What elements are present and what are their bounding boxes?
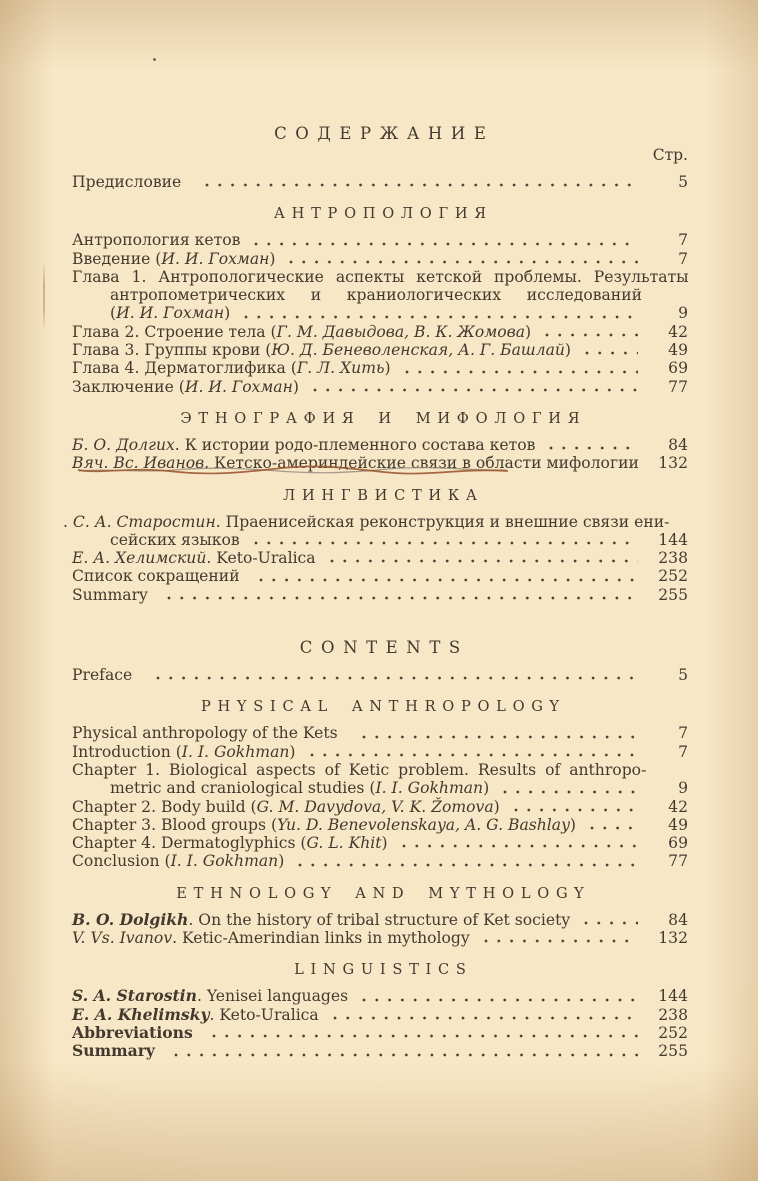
- toc-entry: [72, 1006, 688, 1024]
- dot-leader: [250, 540, 638, 546]
- table-of-contents: [63, 124, 689, 1061]
- dot-leader: [240, 314, 638, 320]
- entry-text: [72, 724, 348, 742]
- scan-fold-artifact: [43, 262, 45, 330]
- entry-text: [72, 987, 348, 1005]
- dot-leader: [398, 843, 638, 849]
- toc-entry: [63, 512, 688, 550]
- entry-text: [72, 173, 191, 191]
- dot-leader: [358, 734, 638, 740]
- page-number: 69: [668, 359, 688, 378]
- toc-entry: [72, 231, 688, 249]
- toc-entry: [72, 743, 688, 761]
- text-run: Introduction (: [72, 742, 182, 761]
- toc-entry-line: [72, 268, 688, 286]
- dot-leader: [326, 558, 638, 564]
- entry-text: [72, 231, 240, 249]
- toc-entry: [72, 549, 688, 567]
- toc-entry-line: [72, 531, 688, 549]
- entry-text: [72, 359, 391, 377]
- text-run: И. И. Гохман: [161, 249, 270, 268]
- paper-speck: [153, 58, 156, 61]
- text-run: Physical anthropology of the Kets: [72, 724, 348, 743]
- toc-entry: [72, 911, 688, 929]
- page-number: 7: [678, 724, 688, 743]
- page-number: 49: [668, 815, 688, 834]
- text-run: Summary: [72, 1041, 161, 1061]
- entry-text: [63, 513, 669, 531]
- page-number: 7: [678, 249, 688, 268]
- entry-text: [72, 911, 570, 929]
- russian-contents-block: [63, 124, 689, 604]
- text-run: ): [384, 359, 391, 378]
- dot-leader: [152, 675, 638, 681]
- toc-entry-line: [72, 1024, 688, 1042]
- dot-leader: [545, 445, 638, 451]
- toc-entry-line: [63, 513, 688, 531]
- entry-text: [110, 531, 240, 549]
- text-run: Preface: [72, 666, 143, 685]
- entry-text: [72, 761, 646, 779]
- text-run: V. Vs. Ivanov: [72, 929, 173, 948]
- toc-entry-line: [72, 798, 688, 816]
- dot-leader: [208, 1033, 638, 1039]
- text-run: С. А. Старостин: [72, 512, 216, 531]
- text-run: Chapter 4. Dermatoglyphics (: [72, 834, 307, 853]
- page-number: 144: [658, 530, 688, 549]
- page-number: 7: [678, 742, 688, 761]
- toc-entry-line: [72, 779, 688, 797]
- text-run: ): [381, 834, 388, 853]
- dot-leader: [201, 182, 638, 188]
- dot-leader: [255, 577, 638, 583]
- text-run: ): [269, 249, 276, 268]
- toc-entry-line: [72, 1042, 688, 1060]
- toc-entry-line: [72, 250, 688, 268]
- dot-leader: [329, 1015, 638, 1021]
- text-run: антропометрических: [110, 286, 286, 305]
- text-run: . Keto-Uralica: [206, 549, 316, 568]
- page-number: 84: [668, 910, 688, 929]
- toc-entry-line: [72, 1006, 688, 1024]
- entry-text: [72, 268, 689, 286]
- page-number: 5: [678, 666, 688, 685]
- text-run: И. И. Гохман: [184, 377, 293, 396]
- text-run: I. I. Gokhman: [170, 852, 279, 871]
- toc-entry: [72, 567, 688, 585]
- toc-entry-line: [72, 436, 688, 454]
- toc-entry-line: [72, 929, 688, 947]
- text-run: Chapter 3. Blood groups (: [72, 815, 278, 834]
- text-run: ): [278, 852, 285, 871]
- dot-leader: [163, 595, 638, 601]
- toc-entry-line: [72, 666, 688, 684]
- page-number: 252: [658, 1023, 688, 1042]
- contents-title-russian: СОДЕРЖАНИЕ: [274, 124, 495, 143]
- entry-text: [72, 1006, 319, 1024]
- text-run: B. O. Dolgikh: [72, 909, 189, 929]
- page-number: 238: [658, 1005, 688, 1024]
- page-number: 49: [668, 341, 688, 360]
- text-run: metric and craniological studies (: [110, 779, 376, 798]
- text-run: . Yenisei languages: [196, 987, 349, 1006]
- text-run: краниологических: [346, 286, 502, 305]
- toc-entry: [72, 250, 688, 268]
- section-heading: LINGUISTICS: [294, 961, 473, 979]
- toc-entry: [72, 436, 688, 454]
- text-run: Глава 3. Группы крови (: [72, 341, 272, 360]
- section-heading: АНТРОПОЛОГИЯ: [273, 205, 493, 223]
- toc-entry: [72, 798, 688, 816]
- text-run: Summary: [72, 585, 153, 604]
- text-run: Yu. D. Benevolenskaya, A. G. Bashlay: [277, 815, 570, 834]
- text-run: Введение (: [72, 249, 162, 268]
- page-number: 77: [668, 377, 688, 396]
- entry-text: [72, 436, 535, 454]
- text-run: . Keto-Uralica: [209, 1005, 319, 1024]
- toc-entry-line: [72, 378, 688, 396]
- toc-entry-line: [72, 567, 688, 585]
- toc-entry-line: [72, 724, 688, 742]
- text-run: Вяч. Вс. Иванов: [72, 454, 205, 473]
- english-contents-block: [72, 638, 688, 1060]
- entry-text: [72, 798, 500, 816]
- dot-leader: [294, 862, 638, 868]
- entry-text: [72, 378, 299, 396]
- entry-text: [72, 549, 316, 567]
- text-run: (: [110, 304, 117, 323]
- section-heading: ЛИНГВИСТИКА: [283, 486, 484, 504]
- text-run: Chapter 1. Biological aspects of Ketic problem. Results of anthropo-: [72, 760, 647, 779]
- text-run: Заключение (: [72, 377, 185, 396]
- text-run: Список сокращений: [72, 567, 245, 586]
- toc-entry-line: [72, 304, 688, 322]
- dot-leader: [170, 1052, 638, 1058]
- toc-entry-line: [72, 173, 688, 191]
- text-run: ): [292, 377, 299, 396]
- text-run: ): [525, 322, 532, 341]
- russian-toc-groups: [63, 173, 689, 604]
- page-number: 9: [678, 779, 688, 798]
- entry-text: [110, 304, 230, 322]
- toc-entry: [72, 724, 688, 742]
- toc-entry: [72, 586, 688, 604]
- toc-entry-line: [72, 987, 688, 1005]
- page-number: 5: [678, 173, 688, 191]
- page-number: 132: [658, 454, 688, 473]
- text-run: Глава 2. Строение тела (: [72, 322, 277, 341]
- dot-leader: [510, 807, 638, 813]
- text-run: Chapter 2. Body build (: [72, 797, 257, 816]
- toc-entry-line: [72, 341, 688, 359]
- entry-text: [72, 929, 470, 947]
- toc-entry-line: [72, 743, 688, 761]
- toc-entry: [72, 268, 688, 323]
- page-number: 252: [658, 567, 688, 586]
- toc-entry-line: [72, 834, 688, 852]
- toc-entry-line: [72, 286, 688, 304]
- text-run: . Праенисейская реконструкция и внешние связи ени-: [215, 512, 670, 531]
- entry-text: [72, 666, 142, 684]
- entry-text: [72, 1042, 160, 1060]
- toc-entry-line: [72, 586, 688, 604]
- entry-text: [72, 834, 388, 852]
- page-column-label: Стр.: [652, 146, 688, 164]
- entry-text: [72, 323, 531, 341]
- toc-entry-line: [72, 852, 688, 870]
- entry-text: [72, 341, 571, 359]
- toc-entry: [72, 454, 688, 472]
- text-run: сейских языков: [110, 530, 240, 549]
- dot-leader: [309, 387, 638, 393]
- text-run: .: [63, 512, 73, 531]
- text-run: ): [564, 341, 572, 360]
- text-run: ): [483, 779, 490, 798]
- dot-leader: [306, 752, 638, 758]
- text-run: G. M. Davydova, V. K. Žomova: [256, 797, 494, 816]
- entry-text: [72, 567, 245, 585]
- page-number: 132: [658, 929, 688, 948]
- toc-entry: [72, 378, 688, 396]
- toc-entry-line: [72, 816, 688, 834]
- section-heading: PHYSICAL ANTHROPOLOGY: [200, 698, 566, 716]
- dot-leader: [250, 241, 638, 247]
- page-number: 84: [668, 435, 688, 454]
- dot-leader: [586, 825, 638, 831]
- dot-leader: [358, 997, 638, 1003]
- page-number: 77: [668, 852, 688, 871]
- dot-leader: [541, 332, 638, 338]
- toc-entry-line: [72, 911, 688, 929]
- entry-text: [72, 852, 284, 870]
- text-run: Предисловие: [72, 173, 192, 191]
- toc-entry: [72, 761, 688, 798]
- text-run: I. I. Gokhman: [181, 742, 290, 761]
- text-run: E. A. Khelimsky: [72, 1004, 210, 1024]
- text-run: ): [224, 304, 231, 323]
- toc-entry-line: [72, 359, 688, 377]
- text-run: G. L. Khit: [306, 834, 382, 853]
- toc-entry-line: [72, 454, 688, 472]
- dot-leader: [581, 350, 638, 356]
- page-number: 255: [658, 585, 688, 604]
- entry-text: [110, 779, 489, 797]
- english-toc-groups: [72, 666, 688, 1060]
- text-run: исследований: [526, 286, 642, 305]
- entry-text: [72, 816, 576, 834]
- toc-entry: [72, 1024, 688, 1042]
- text-run: ): [493, 797, 500, 816]
- text-run: Антропология кетов: [72, 231, 241, 250]
- toc-entry: [72, 852, 688, 870]
- text-run: Глава 4. Дерматоглифика (: [72, 359, 297, 378]
- toc-entry: [72, 987, 688, 1005]
- text-run: Conclusion (: [72, 852, 171, 871]
- toc-entry: [72, 341, 688, 359]
- text-run: I. I. Gokhman: [375, 779, 484, 798]
- dot-leader: [480, 938, 638, 944]
- text-run: ): [569, 815, 576, 834]
- entry-text: [72, 1024, 198, 1042]
- entry-text: [72, 250, 275, 268]
- toc-entry: [72, 1042, 688, 1060]
- text-run: Г. М. Давыдова, В. К. Жомова: [276, 322, 526, 341]
- text-run: Е. А. Хелимский: [72, 549, 207, 568]
- text-run: Abbreviations: [72, 1022, 199, 1042]
- text-run: . К истории родо-племенного состава кетов: [174, 435, 536, 454]
- page-number: 69: [668, 834, 688, 853]
- toc-entry-line: [72, 323, 688, 341]
- toc-entry: [72, 929, 688, 947]
- toc-entry-line: [72, 549, 688, 567]
- text-run: Ю. Д. Беневоленская, А. Г. Башлай: [271, 341, 565, 360]
- page-number: 255: [658, 1042, 688, 1061]
- entry-text: [72, 454, 639, 472]
- toc-entry: [72, 666, 688, 684]
- dot-leader: [285, 259, 638, 265]
- page-number: 9: [678, 304, 688, 323]
- section-heading: ЭТНОГРАФИЯ И МИФОЛОГИЯ: [180, 409, 587, 427]
- toc-entry: [72, 323, 688, 341]
- page-number: 144: [658, 987, 688, 1006]
- text-run: . Кетско-америндейские связи в области мифологии: [204, 454, 639, 473]
- page-number: 42: [668, 322, 688, 341]
- text-run: ): [289, 742, 296, 761]
- dot-leader: [401, 369, 638, 375]
- text-run: И. И. Гохман: [116, 304, 225, 323]
- entry-text: [72, 586, 153, 604]
- toc-entry-line: [72, 231, 688, 249]
- text-run: и: [310, 286, 322, 305]
- toc-entry: [72, 834, 688, 852]
- entry-text: [72, 743, 296, 761]
- text-run: Г. Л. Хить: [296, 359, 385, 378]
- text-run: S. A. Starostin: [72, 986, 197, 1006]
- section-heading: ETHNOLOGY AND MYTHOLOGY: [176, 884, 591, 902]
- toc-entry: [72, 816, 688, 834]
- page-number: 238: [658, 549, 688, 568]
- contents-title-english: CONTENTS: [299, 638, 469, 658]
- dot-leader: [580, 920, 638, 926]
- text-run: . On the history of tribal structure of Ket society: [188, 910, 571, 929]
- dot-leader: [499, 789, 638, 795]
- toc-entry-line: [72, 761, 688, 779]
- text-run: Глава 1. Антропологические аспекты кетской проблемы. Результаты: [72, 267, 689, 286]
- page-number: 7: [678, 231, 688, 250]
- toc-entry: [72, 359, 688, 377]
- toc-entry: [72, 173, 688, 191]
- text-run: . Ketic-Amerindian links in mythology: [172, 929, 470, 948]
- page-number: 42: [668, 797, 688, 816]
- text-run: Б. О. Долгих: [72, 435, 175, 454]
